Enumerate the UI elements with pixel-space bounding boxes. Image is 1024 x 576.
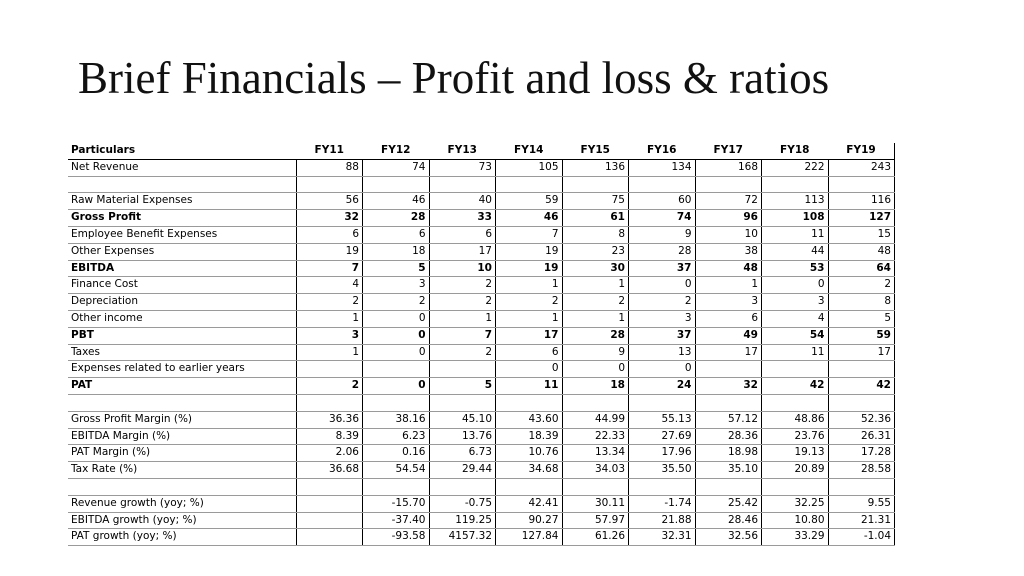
value-cell: 48.86 <box>762 411 829 428</box>
value-cell: 1 <box>695 277 762 294</box>
value-cell: 61.26 <box>562 529 629 546</box>
value-cell: 61 <box>562 210 629 227</box>
spacer-cell <box>828 394 895 411</box>
spacer-cell <box>429 394 496 411</box>
value-cell: 6 <box>695 310 762 327</box>
value-cell: 17 <box>695 344 762 361</box>
value-cell: 18.39 <box>496 428 563 445</box>
table-row <box>68 159 895 176</box>
value-cell: 2 <box>562 294 629 311</box>
value-cell: -1.74 <box>629 495 696 512</box>
spacer-cell <box>496 394 563 411</box>
value-cell: 17.96 <box>629 445 696 462</box>
value-cell: 6 <box>429 226 496 243</box>
value-cell: 37 <box>629 260 696 277</box>
row-label: Gross Profit Margin (%) <box>68 411 296 428</box>
value-cell: 20.89 <box>762 462 829 479</box>
value-cell: 25.42 <box>695 495 762 512</box>
value-cell: 3 <box>762 294 829 311</box>
value-cell: 2 <box>629 294 696 311</box>
spacer-cell <box>762 478 829 495</box>
value-cell: 7 <box>429 327 496 344</box>
value-cell: 48 <box>828 243 895 260</box>
spacer-cell <box>629 478 696 495</box>
table-row <box>68 260 895 277</box>
value-cell: 28 <box>363 210 430 227</box>
row-label: PAT Margin (%) <box>68 445 296 462</box>
value-cell: 46 <box>496 210 563 227</box>
spacer-cell <box>363 394 430 411</box>
value-cell: 19 <box>496 243 563 260</box>
value-cell: 33.29 <box>762 529 829 546</box>
column-header-year: FY17 <box>695 143 762 159</box>
value-cell: 0 <box>762 277 829 294</box>
value-cell: 2 <box>296 378 363 395</box>
value-cell: 6 <box>496 344 563 361</box>
row-label: EBITDA <box>68 260 296 277</box>
column-header-year: FY13 <box>429 143 496 159</box>
value-cell: 18 <box>562 378 629 395</box>
value-cell: 35.50 <box>629 462 696 479</box>
value-cell: 3 <box>629 310 696 327</box>
value-cell: 8.39 <box>296 428 363 445</box>
value-cell: 15 <box>828 226 895 243</box>
value-cell: 0 <box>629 361 696 378</box>
row-label: PBT <box>68 327 296 344</box>
table-row <box>68 243 895 260</box>
row-label: Net Revenue <box>68 159 296 176</box>
value-cell: 2 <box>363 294 430 311</box>
value-cell: 13 <box>629 344 696 361</box>
value-cell: 127 <box>828 210 895 227</box>
value-cell: 28 <box>562 327 629 344</box>
value-cell: 48 <box>695 260 762 277</box>
value-cell: 30 <box>562 260 629 277</box>
spacer-cell <box>828 478 895 495</box>
value-cell: 17 <box>828 344 895 361</box>
value-cell: 0 <box>363 327 430 344</box>
row-label: Raw Material Expenses <box>68 193 296 210</box>
value-cell: 42 <box>828 378 895 395</box>
slide-title: Brief Financials – Profit and loss & ratios <box>78 53 830 103</box>
row-label: Tax Rate (%) <box>68 462 296 479</box>
value-cell: 49 <box>695 327 762 344</box>
value-cell: 2.06 <box>296 445 363 462</box>
value-cell: 0 <box>363 310 430 327</box>
spacer-cell <box>562 176 629 193</box>
value-cell: 75 <box>562 193 629 210</box>
value-cell: 6 <box>363 226 430 243</box>
value-cell: 32 <box>296 210 363 227</box>
value-cell: -15.70 <box>363 495 430 512</box>
row-label: Employee Benefit Expenses <box>68 226 296 243</box>
spacer-row <box>68 176 895 193</box>
spacer-cell <box>68 176 296 193</box>
value-cell: 28.36 <box>695 428 762 445</box>
spacer-cell <box>296 394 363 411</box>
value-cell: -93.58 <box>363 529 430 546</box>
value-cell: 2 <box>496 294 563 311</box>
value-cell: 5 <box>429 378 496 395</box>
spacer-cell <box>695 176 762 193</box>
value-cell: 23 <box>562 243 629 260</box>
value-cell: 116 <box>828 193 895 210</box>
value-cell: 168 <box>695 159 762 176</box>
table-row <box>68 361 895 378</box>
value-cell: 96 <box>695 210 762 227</box>
value-cell: 60 <box>629 193 696 210</box>
value-cell: 57.97 <box>562 512 629 529</box>
spacer-cell <box>68 478 296 495</box>
value-cell: 2 <box>429 277 496 294</box>
value-cell: 54.54 <box>363 462 430 479</box>
column-header-year: FY12 <box>363 143 430 159</box>
row-label: Gross Profit <box>68 210 296 227</box>
row-label: Expenses related to earlier years <box>68 361 296 378</box>
value-cell: 30.11 <box>562 495 629 512</box>
value-cell: 17 <box>496 327 563 344</box>
value-cell: 9 <box>562 344 629 361</box>
value-cell: 27.69 <box>629 428 696 445</box>
value-cell: 32 <box>695 378 762 395</box>
row-label: Taxes <box>68 344 296 361</box>
spacer-cell <box>629 394 696 411</box>
value-cell: 18.98 <box>695 445 762 462</box>
value-cell: 29.44 <box>429 462 496 479</box>
value-cell: -37.40 <box>363 512 430 529</box>
value-cell: 53 <box>762 260 829 277</box>
value-cell: 0 <box>562 361 629 378</box>
value-cell: 73 <box>429 159 496 176</box>
table-row <box>68 226 895 243</box>
column-header-particulars: Particulars <box>68 143 296 159</box>
column-header-year: FY11 <box>296 143 363 159</box>
value-cell: 3 <box>363 277 430 294</box>
value-cell: 42.41 <box>496 495 563 512</box>
value-cell: 32.25 <box>762 495 829 512</box>
value-cell: 11 <box>762 226 829 243</box>
spacer-cell <box>695 478 762 495</box>
value-cell: 46 <box>363 193 430 210</box>
value-cell: 10 <box>429 260 496 277</box>
value-cell: 43.60 <box>496 411 563 428</box>
value-cell: 18 <box>363 243 430 260</box>
value-cell <box>296 529 363 546</box>
value-cell: 59 <box>496 193 563 210</box>
spacer-row <box>68 478 895 495</box>
value-cell: 21.31 <box>828 512 895 529</box>
value-cell <box>296 495 363 512</box>
table-row <box>68 529 895 546</box>
value-cell: -1.04 <box>828 529 895 546</box>
value-cell: 127.84 <box>496 529 563 546</box>
spacer-row <box>68 394 895 411</box>
value-cell: 55.13 <box>629 411 696 428</box>
value-cell: 28.46 <box>695 512 762 529</box>
value-cell: 1 <box>429 310 496 327</box>
table-row <box>68 277 895 294</box>
value-cell: 37 <box>629 327 696 344</box>
value-cell: 8 <box>828 294 895 311</box>
value-cell: 1 <box>496 277 563 294</box>
row-label: PAT <box>68 378 296 395</box>
value-cell: 24 <box>629 378 696 395</box>
value-cell: 2 <box>828 277 895 294</box>
value-cell: 1 <box>296 344 363 361</box>
table-row <box>68 210 895 227</box>
value-cell: 9.55 <box>828 495 895 512</box>
value-cell: 17.28 <box>828 445 895 462</box>
table-row <box>68 378 895 395</box>
value-cell: 38 <box>695 243 762 260</box>
value-cell: 10 <box>695 226 762 243</box>
value-cell: 32.31 <box>629 529 696 546</box>
value-cell: 40 <box>429 193 496 210</box>
value-cell: 33 <box>429 210 496 227</box>
column-header-year: FY16 <box>629 143 696 159</box>
value-cell: 7 <box>296 260 363 277</box>
column-header-year: FY15 <box>562 143 629 159</box>
value-cell <box>762 361 829 378</box>
value-cell: 38.16 <box>363 411 430 428</box>
spacer-cell <box>363 478 430 495</box>
column-header-year: FY18 <box>762 143 829 159</box>
table-row <box>68 327 895 344</box>
value-cell: 74 <box>629 210 696 227</box>
row-label: PAT growth (yoy; %) <box>68 529 296 546</box>
value-cell: 35.10 <box>695 462 762 479</box>
spacer-cell <box>562 478 629 495</box>
value-cell: 4 <box>762 310 829 327</box>
spacer-cell <box>762 176 829 193</box>
financials-table <box>68 143 895 546</box>
value-cell <box>296 512 363 529</box>
value-cell: 44 <box>762 243 829 260</box>
value-cell: 3 <box>296 327 363 344</box>
value-cell: 19 <box>296 243 363 260</box>
value-cell: 6.73 <box>429 445 496 462</box>
value-cell: 54 <box>762 327 829 344</box>
value-cell <box>695 361 762 378</box>
value-cell: 8 <box>562 226 629 243</box>
spacer-cell <box>429 478 496 495</box>
value-cell: 32.56 <box>695 529 762 546</box>
value-cell: 7 <box>496 226 563 243</box>
value-cell: 56 <box>296 193 363 210</box>
value-cell: 28 <box>629 243 696 260</box>
column-header-year: FY19 <box>828 143 895 159</box>
value-cell: 10.76 <box>496 445 563 462</box>
value-cell: 108 <box>762 210 829 227</box>
row-label: Depreciation <box>68 294 296 311</box>
table-row <box>68 294 895 311</box>
value-cell: 17 <box>429 243 496 260</box>
value-cell: 0 <box>496 361 563 378</box>
value-cell: 134 <box>629 159 696 176</box>
spacer-cell <box>296 478 363 495</box>
value-cell: 4157.32 <box>429 529 496 546</box>
value-cell: 2 <box>429 344 496 361</box>
row-label: Revenue growth (yoy; %) <box>68 495 296 512</box>
spacer-cell <box>562 394 629 411</box>
table-row <box>68 462 895 479</box>
row-label: Other Expenses <box>68 243 296 260</box>
spacer-cell <box>496 176 563 193</box>
value-cell: 1 <box>296 310 363 327</box>
value-cell: 113 <box>762 193 829 210</box>
spacer-cell <box>828 176 895 193</box>
value-cell: 44.99 <box>562 411 629 428</box>
value-cell: 5 <box>828 310 895 327</box>
table-row <box>68 428 895 445</box>
table-row <box>68 495 895 512</box>
row-label: Other income <box>68 310 296 327</box>
value-cell <box>429 361 496 378</box>
value-cell: 90.27 <box>496 512 563 529</box>
value-cell: -0.75 <box>429 495 496 512</box>
value-cell: 28.58 <box>828 462 895 479</box>
value-cell: 26.31 <box>828 428 895 445</box>
value-cell: 22.33 <box>562 428 629 445</box>
value-cell: 57.12 <box>695 411 762 428</box>
value-cell: 0 <box>629 277 696 294</box>
value-cell: 2 <box>429 294 496 311</box>
value-cell: 2 <box>296 294 363 311</box>
spacer-cell <box>496 478 563 495</box>
table-row <box>68 512 895 529</box>
value-cell: 105 <box>496 159 563 176</box>
row-label: EBITDA Margin (%) <box>68 428 296 445</box>
value-cell: 59 <box>828 327 895 344</box>
table-row <box>68 193 895 210</box>
value-cell: 36.36 <box>296 411 363 428</box>
value-cell: 19.13 <box>762 445 829 462</box>
value-cell: 19 <box>496 260 563 277</box>
value-cell: 36.68 <box>296 462 363 479</box>
value-cell: 0 <box>363 344 430 361</box>
value-cell: 222 <box>762 159 829 176</box>
value-cell: 0 <box>363 378 430 395</box>
column-header-year: FY14 <box>496 143 563 159</box>
table-row <box>68 344 895 361</box>
table-row <box>68 445 895 462</box>
value-cell: 64 <box>828 260 895 277</box>
value-cell: 119.25 <box>429 512 496 529</box>
value-cell: 88 <box>296 159 363 176</box>
value-cell <box>296 361 363 378</box>
value-cell: 11 <box>496 378 563 395</box>
value-cell: 1 <box>496 310 563 327</box>
value-cell: 21.88 <box>629 512 696 529</box>
value-cell: 13.76 <box>429 428 496 445</box>
spacer-cell <box>695 394 762 411</box>
spacer-cell <box>363 176 430 193</box>
value-cell: 52.36 <box>828 411 895 428</box>
value-cell: 11 <box>762 344 829 361</box>
value-cell: 23.76 <box>762 428 829 445</box>
spacer-cell <box>629 176 696 193</box>
value-cell: 9 <box>629 226 696 243</box>
value-cell: 34.68 <box>496 462 563 479</box>
value-cell <box>828 361 895 378</box>
value-cell: 6.23 <box>363 428 430 445</box>
value-cell: 72 <box>695 193 762 210</box>
value-cell: 243 <box>828 159 895 176</box>
table-row <box>68 310 895 327</box>
value-cell: 1 <box>562 310 629 327</box>
table-row <box>68 411 895 428</box>
row-label: Finance Cost <box>68 277 296 294</box>
value-cell: 0.16 <box>363 445 430 462</box>
spacer-cell <box>296 176 363 193</box>
value-cell: 13.34 <box>562 445 629 462</box>
value-cell: 10.80 <box>762 512 829 529</box>
value-cell: 42 <box>762 378 829 395</box>
value-cell: 1 <box>562 277 629 294</box>
spacer-cell <box>68 394 296 411</box>
value-cell: 5 <box>363 260 430 277</box>
value-cell: 34.03 <box>562 462 629 479</box>
value-cell: 45.10 <box>429 411 496 428</box>
value-cell: 74 <box>363 159 430 176</box>
spacer-cell <box>762 394 829 411</box>
value-cell: 136 <box>562 159 629 176</box>
table-header-row <box>68 143 895 159</box>
value-cell: 4 <box>296 277 363 294</box>
spacer-cell <box>429 176 496 193</box>
value-cell: 3 <box>695 294 762 311</box>
value-cell <box>363 361 430 378</box>
row-label: EBITDA growth (yoy; %) <box>68 512 296 529</box>
value-cell: 6 <box>296 226 363 243</box>
